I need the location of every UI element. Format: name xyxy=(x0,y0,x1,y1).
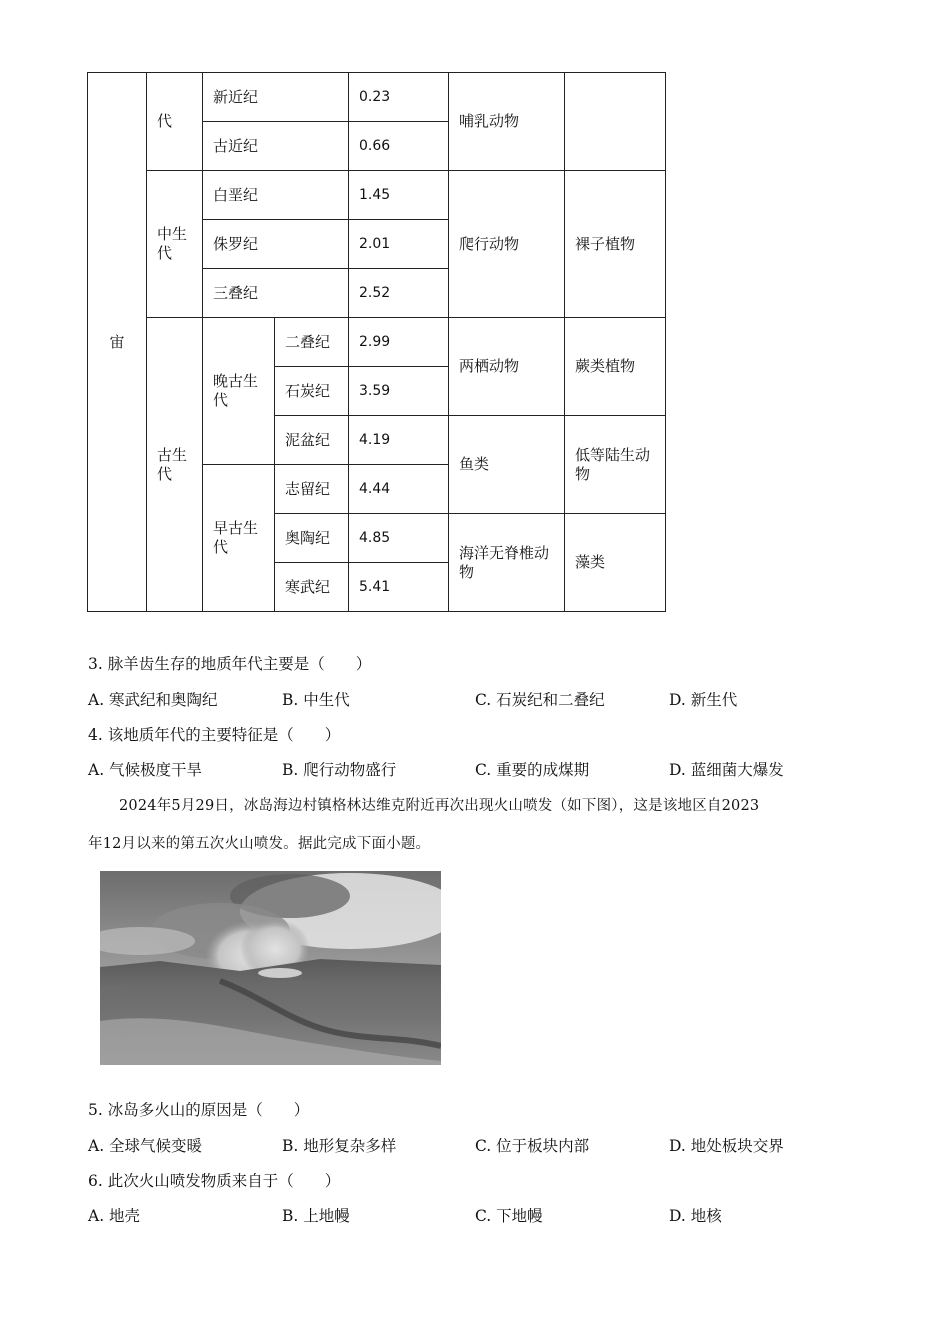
question-3-stem: 3. 脉羊齿生存的地质年代主要是（ ） xyxy=(88,655,372,673)
q6-option-a[interactable]: A. 地壳 xyxy=(88,1207,141,1225)
age-triassic: 2.52 xyxy=(349,269,449,318)
age-jurassic: 2.01 xyxy=(349,220,449,269)
age-cretaceous: 1.45 xyxy=(349,171,449,220)
period-jurassic: 侏罗纪 xyxy=(203,220,349,269)
period-carboniferous: 石炭纪 xyxy=(275,367,349,416)
age-ordovician: 4.85 xyxy=(349,514,449,563)
period-paleogene: 古近纪 xyxy=(203,122,349,171)
period-silurian: 志留纪 xyxy=(275,465,349,514)
q3-option-c[interactable]: C. 石炭纪和二叠纪 xyxy=(475,691,605,709)
animals-mesozoic: 爬行动物 xyxy=(449,171,565,318)
plants-cenozoic xyxy=(565,73,666,171)
q5-option-c[interactable]: C. 位于板块内部 xyxy=(475,1137,590,1155)
period-triassic: 三叠纪 xyxy=(203,269,349,318)
subera-late-paleozoic: 晚古生代 xyxy=(203,318,275,465)
q5-option-b[interactable]: B. 地形复杂多样 xyxy=(282,1137,397,1155)
passage-line-2: 年12月以来的第五次火山喷发。据此完成下面小题。 xyxy=(88,836,431,852)
period-permian: 二叠纪 xyxy=(275,318,349,367)
passage-line-1: 2024年5月29日，冰岛海边村镇格林达维克附近再次出现火山喷发（如下图），这是该地区自2023 xyxy=(119,798,760,814)
age-devonian: 4.19 xyxy=(349,416,449,465)
q3-option-a[interactable]: A. 寒武纪和奥陶纪 xyxy=(88,691,218,709)
q6-option-d[interactable]: D. 地核 xyxy=(669,1207,722,1225)
era-paleozoic: 古生代 xyxy=(147,318,203,612)
eon-cell: 宙 xyxy=(88,73,147,612)
period-neogene: 新近纪 xyxy=(203,73,349,122)
geologic-time-table xyxy=(87,72,666,612)
age-cambrian: 5.41 xyxy=(349,563,449,612)
age-silurian: 4.44 xyxy=(349,465,449,514)
age-neogene: 0.23 xyxy=(349,73,449,122)
question-6-stem: 6. 此次火山喷发物质来自于（ ） xyxy=(88,1172,341,1190)
q5-option-a[interactable]: A. 全球气候变暖 xyxy=(88,1137,203,1155)
era-mesozoic: 中生代 xyxy=(147,171,203,318)
q6-option-c[interactable]: C. 下地幔 xyxy=(475,1207,543,1225)
animals-fish: 鱼类 xyxy=(449,416,565,514)
volcano-eruption-photo xyxy=(100,871,441,1065)
period-ordovician: 奥陶纪 xyxy=(275,514,349,563)
age-permian: 2.99 xyxy=(349,318,449,367)
q4-option-c[interactable]: C. 重要的成煤期 xyxy=(475,761,590,779)
plants-algae: 藻类 xyxy=(565,514,666,612)
period-cambrian: 寒武纪 xyxy=(275,563,349,612)
q3-option-d[interactable]: D. 新生代 xyxy=(669,691,738,709)
age-carboniferous: 3.59 xyxy=(349,367,449,416)
age-paleogene: 0.66 xyxy=(349,122,449,171)
animals-cenozoic: 哺乳动物 xyxy=(449,73,565,171)
q4-option-a[interactable]: A. 气候极度干旱 xyxy=(88,761,203,779)
q4-option-b[interactable]: B. 爬行动物盛行 xyxy=(282,761,397,779)
period-cretaceous: 白垩纪 xyxy=(203,171,349,220)
plants-ferns: 蕨类植物 xyxy=(565,318,666,416)
animals-marine-invertebrates: 海洋无脊椎动物 xyxy=(449,514,565,612)
q4-option-d[interactable]: D. 蓝细菌大爆发 xyxy=(669,761,784,779)
question-5-stem: 5. 冰岛多火山的原因是（ ） xyxy=(88,1101,310,1119)
plants-low-land: 低等陆生动物 xyxy=(565,416,666,514)
q3-option-b[interactable]: B. 中生代 xyxy=(282,691,350,709)
subera-early-paleozoic: 早古生代 xyxy=(203,465,275,612)
plants-mesozoic: 裸子植物 xyxy=(565,171,666,318)
q5-option-d[interactable]: D. 地处板块交界 xyxy=(669,1137,784,1155)
question-4-stem: 4. 该地质年代的主要特征是（ ） xyxy=(88,726,341,744)
animals-amphibians: 两栖动物 xyxy=(449,318,565,416)
era-cenozoic: 代 xyxy=(147,73,203,171)
q6-option-b[interactable]: B. 上地幔 xyxy=(282,1207,350,1225)
period-devonian: 泥盆纪 xyxy=(275,416,349,465)
